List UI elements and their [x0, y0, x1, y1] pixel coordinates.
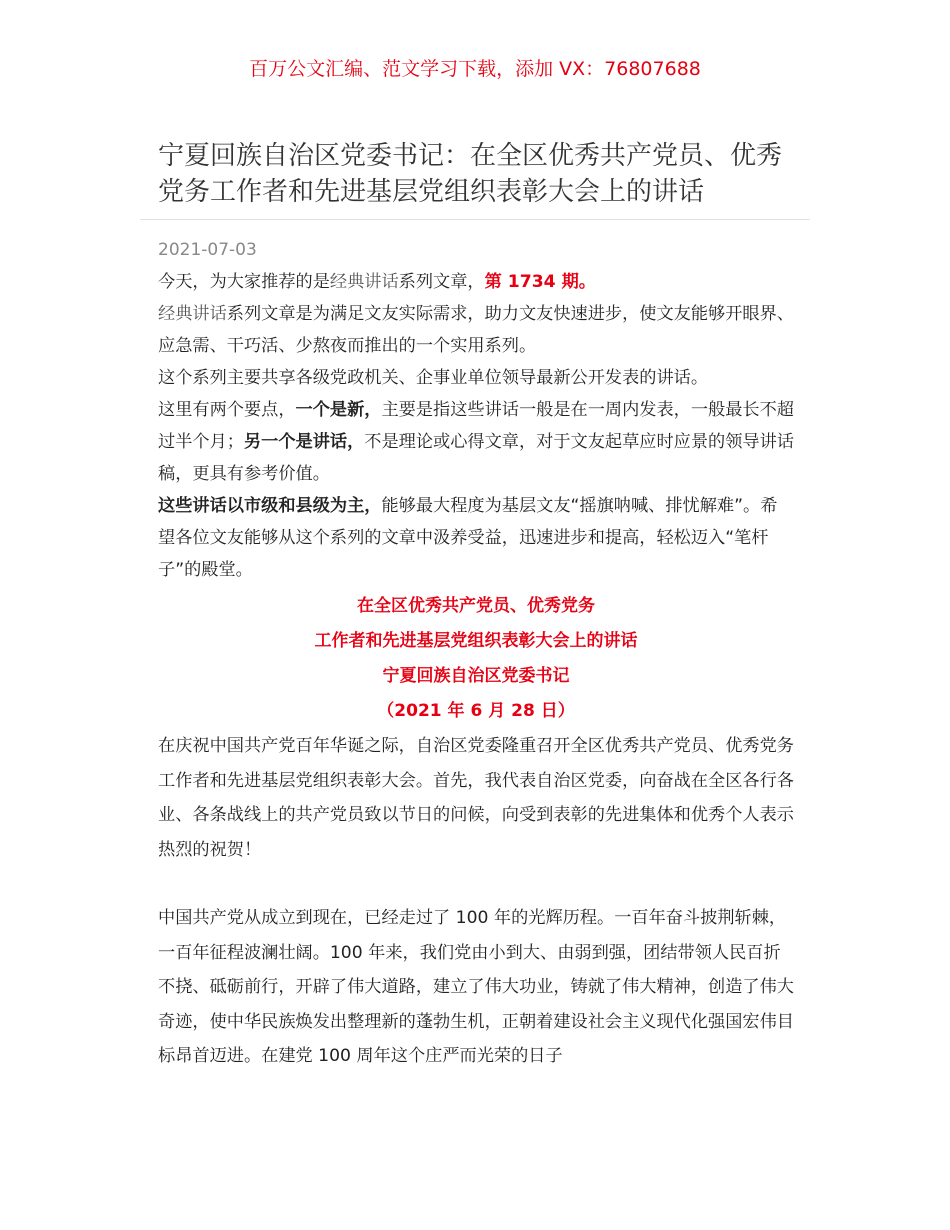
- intro-paragraph-2: 经典讲话系列文章是为满足文友实际需求，助力文友快速进步，使文友能够开眼界、应急需、干巧活、少熬夜而推出的一个实用系列。: [158, 304, 794, 356]
- intro-paragraph-4: 这里有两个要点，一个是新，主要是指这些讲话一般是在一周内发表，一般最长不超过半个月；另一个是讲话，不是理论或心得文章，对于文友起草应时应景的领导讲话稿，更具有参考价值。: [158, 400, 794, 484]
- speech-paragraph: 中国共产党从成立到现在，已经走过了 100 年的光辉历程。一百年奋斗披荆斩棘，一百年征程波澜壮阔。100 年来，我们党由小到大、由弱到强，团结带领人民百折不挠、砥砺前行，开辟了伟大道路，建立了伟大功业，铸就了伟大精神，创造了伟大奇迹，使中华民族焕发出整理新的蓬勃生机，正朝着建设社会主义现代化强国宏伟目标昂首迈进。在建党 100 周年这个庄严而光荣的日子: [158, 908, 794, 1066]
- speech-paragraph: 在庆祝中国共产党百年华诞之际，自治区党委隆重召开全区优秀共产党员、优秀党务工作者和先进基层党组织表彰大会。首先，我代表自治区党委，向奋战在全区各行各业、各条战线上的共产党员致以节日的问候，向受到表彰的先进集体和优秀个人表示热烈的祝贺！: [158, 736, 794, 860]
- series-name: 经典讲话: [158, 304, 227, 324]
- speech-title-line-1: 在全区优秀共产党员、优秀党务: [357, 596, 595, 616]
- speech-heading: [158, 589, 794, 729]
- intro-paragraph-1: 今天，为大家推荐的是经典讲话系列文章，第 1734 期。: [158, 272, 596, 292]
- intro-paragraph-5: 这些讲话以市级和县级为主，能够最大程度为基层文友“摇旗呐喊、排忧解难”。希望各位文友能够从这个系列的文章中汲养受益，迅速进步和提高，轻松迈入“笔杆子”的殿堂。: [158, 496, 778, 580]
- article-title: 宁夏回族自治区党委书记：在全区优秀共产党员、优秀党务工作者和先进基层党组织表彰大会上的讲话: [158, 141, 783, 207]
- series-name: 经典讲话: [329, 272, 399, 292]
- article-content: [158, 266, 794, 1074]
- speech-speaker: 宁夏回族自治区党委书记: [382, 666, 570, 686]
- speech-title-line-2: 工作者和先进基层党组织表彰大会上的讲话: [314, 631, 638, 651]
- speech-date: （2021 年 6 月 28 日）: [377, 701, 575, 721]
- issue-number: 第 1734 期。: [484, 272, 596, 292]
- publish-date: 2021-07-03: [158, 240, 257, 260]
- intro-paragraph-3: 这个系列主要共享各级党政机关、企事业单位领导最新公开发表的讲话。: [158, 368, 709, 388]
- title-divider: [140, 219, 810, 220]
- promo-banner: 百万公文汇编、范文学习下载，添加 VX：76807688: [249, 58, 701, 80]
